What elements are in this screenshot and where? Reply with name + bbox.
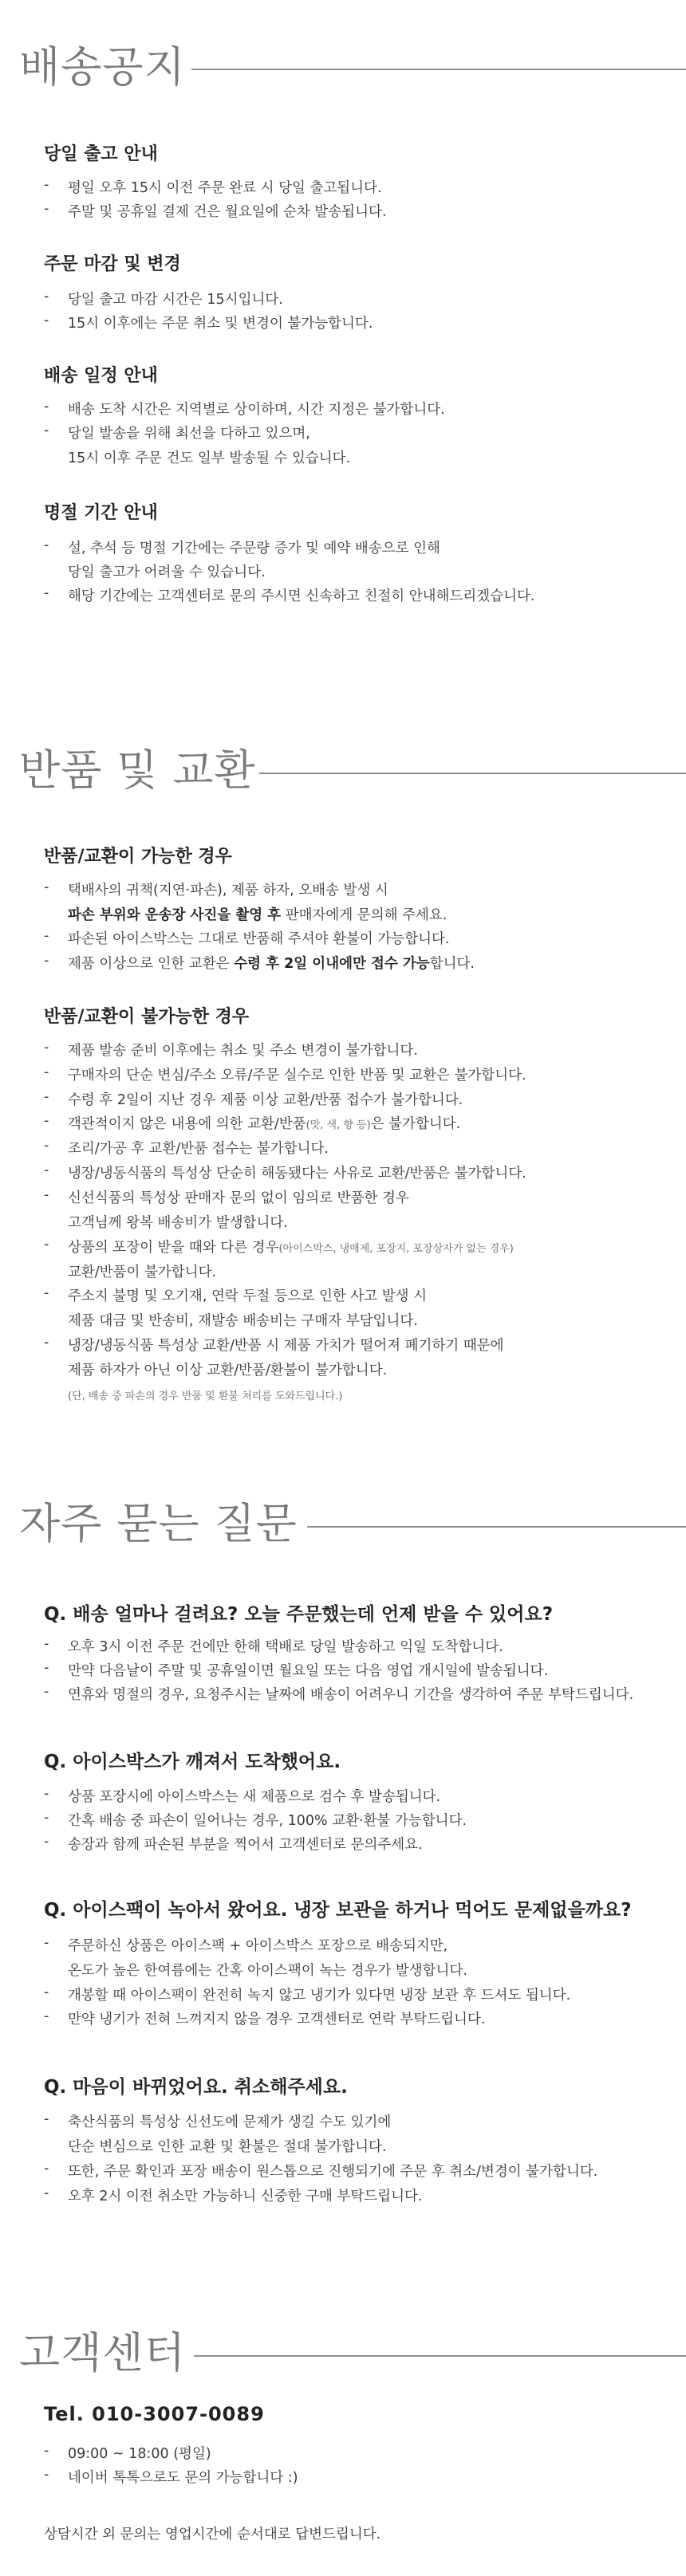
phone-number: Tel. 010-3007-0089 [44, 2403, 265, 2425]
heading-returns-impossible: 반품/교환이 불가능한 경우 [44, 1007, 250, 1027]
after-hours-notice: 상담시간 외 문의는 영업시간에 순서대로 답변드립니다. [44, 2527, 381, 2543]
list-item-continued: 온도가 높은 한여름에는 간혹 아이스팩이 녹는 경우가 발생합니다. [68, 1963, 467, 1979]
faq-question: Q. 마음이 바뀌었어요. 취소해주세요. [44, 2077, 348, 2098]
list-item-continued: 고객님께 왕복 배송비가 발생합니다. [68, 1215, 288, 1231]
list-item-continued: 단순 변심으로 인한 교환 및 환불은 절대 불가합니다. [68, 2139, 387, 2155]
section-banner-returns [0, 718, 686, 797]
section-divider [259, 773, 686, 774]
section-banner-shipping [0, 0, 686, 120]
list-item-continued: 교환/반품이 불가합니다. [68, 1264, 217, 1280]
list-item-continued: 15시 이후 주문 건도 일부 발송될 수 있습니다. [68, 450, 351, 466]
heading-cutoff: 주문 마감 및 변경 [44, 254, 181, 274]
list-item-continued: 파손 부위와 운송장 사진을 촬영 후 판매자에게 문의해 주세요. [68, 907, 447, 923]
faq-question: Q. 배송 얼마나 걸려요? 오늘 주문했는데 언제 받을 수 있어요? [44, 1604, 554, 1625]
section-title: 고객센터 [19, 2329, 186, 2377]
section-divider [191, 69, 686, 70]
section-banner-customer-center [0, 2312, 686, 2392]
heading-holiday: 명절 기간 안내 [44, 503, 158, 523]
heading-schedule: 배송 일정 안내 [44, 366, 158, 386]
section-title: 자주 묻는 질문 [19, 1500, 298, 1548]
heading-returns-possible: 반품/교환이 가능한 경우 [44, 847, 232, 867]
section-title: 배송공지 [19, 43, 186, 92]
section-title: 반품 및 교환 [19, 746, 256, 795]
returns-note: (단, 배송 중 파손의 경우 반품 및 환불 처리를 도와드립니다.) [68, 1390, 343, 1402]
list-item-continued: 당일 출고가 어려울 수 있습니다. [68, 564, 266, 580]
section-banner-faq [0, 1491, 686, 1571]
section-divider [194, 2355, 686, 2357]
page: 배송공지 당일 출고 안내 - 평일 오후 15시 이전 주문 완료 시 당일 출고됩니다. - 주말 및 공휴일 결제 건은 월요일에 순차 발송됩니다. 주문 마감 및 변경 - 당일 출고 마감 시간은 15시입니다. - 15시 이후에는 주문 취소 및 변경이 불가능합니다. 배송 일정 안내 - 배송 도착 시간은 지역별로 상이하며, 시간 지정은 불가합니다. - 당일 발송을 위해 최선을 다하고 있으며, 15시 이후 주문 건도 일부 발송될 수 있습니다. 명절 기간 안내 - 설, 추석 등 명절 기간에는 주문량 증가 및 예약 배송으로 인해 당일 출고가 어려울 수 있습니다. - 해당 기간에는 고객센터로 문의 주시면 신속하고 친절히 안내해드리겠습니다. 반품 및 교환 반품/교환이 가능한 경우 - 택배사의 귀책(지연·파손), 제품 하자, 오배송 발생 시 파손 부위와 운송장 사진을 촬영 후 판매자에게 문의해 주세요. - 파손된 아이스박스는 그대로 반품해 주셔야 환불이 가능합니다. - 제품 이상으로 인한 교환은 수령 후 2일 이내에만 접수 가능합니다. 반품/교환이 불가능한 경우 - 제품 발송 준비 이후에는 취소 및 주소 변경이 불가합니다. - 구매자의 단순 변심/주소 오류/주문 실수로 인한 반품 및 교환은 불가합니다. - 수령 후 2일이 지난 경우 제품 이상 교환/반품 접수가 불가합니다. - 객관적이지 않은 내용에 의한 교환/반품(맛, 색, 향 등)은 불가합니다. - 조리/가공 후 교환/반품 접수는 불가합니다. - 냉장/냉동식품의 특성상 단순히 해동됐다는 사유로 교환/반품은 불가합니다. - 신선식품의 특성상 판매자 문의 없이 임의로 반품한 경우 고객님께 왕복 배송비가 발생합니다. - 상품의 포장이 받을 때와 다른 경우(아이스박스, 냉매제, 포장지, 포장상자가 없는 경우) 교환/반품이 불가합니다. - 주소지 불명 및 오기재, 연락 두절 등으로 인한 사고 발생 시 제품 대금 및 반송비, 재발송 배송비는 구매자 부담입니다. - 냉장/냉동식품 특성상 교환/반품 시 제품 가치가 떨어져 폐기하기 때문에 제품 하자가 아닌 이상 교환/반품/환불이 불가합니다. (단, 배송 중 파손의 경우 반품 및 환불 처리를 도와드립니다.) 자주 묻는 질문 Q. 배송 얼마나 걸려요? 오늘 주문했는데 언제 받을 수 있어요? - 오후 3시 이전 주문 건에만 한해 택배로 당일 발송하고 익일 도착합니다. - 만약 다음날이 주말 및 공휴일이면 월요일 또는 다음 영업 개시일에 발송됩니다. - 연휴와 명절의 경우, 요청주시는 날짜에 배송이 어려우니 기간을 생각하여 주문 부탁드립니다. Q. 아이스박스가 깨져서 도착했어요. - 상품 포장시에 아이스박스는 새 제품으로 검수 후 발송됩니다. - 간혹 배송 중 파손이 일어나는 경우, 100% 교환·환불 가능합니다. - 송장과 함께 파손된 부분을 찍어서 고객센터로 문의주세요. Q. 아이스팩이 녹아서 왔어요. 냉장 보관을 하거나 먹어도 문제없을까요? - 주문하신 상품은 아이스팩 + 아이스박스 포장으로 배송되지만, 온도가 높은 한여름에는 간혹 아이스팩이 녹는 경우가 발생합니다. - 개봉할 때 아이스팩이 완전히 녹지 않고 냉기가 있다면 냉장 보관 후 드셔도 됩니다. - 만약 냉기가 전혀 느껴지지 않을 경우 고객센터로 연락 부탁드립니다. Q. 마음이 바뀌었어요. 취소해주세요. - 축산식품의 특성상 신선도에 문제가 생길 수도 있기에 단순 변심으로 인한 교환 및 환불은 절대 불가합니다. - 또한, 주문 확인과 포장 배송이 원스톱으로 진행되기에 주문 후 취소/변경이 불가합니다. - 오후 2시 이전 취소만 가능하니 신중한 구매 부탁드립니다. 고객센터 Tel. 010-3007-0089 - 09:00 ~ 18:00 (평일) - 네이버 톡톡으로도 문의 가능합니다 :) 상담시간 외 문의는 영업시간에 순서대로 답변드립니다. [0, 0, 686, 2576]
list-item-continued: 제품 대금 및 반송비, 재발송 배송비는 구매자 부담입니다. [68, 1313, 418, 1329]
section-divider [307, 1526, 686, 1528]
list-item-continued: 제품 하자가 아닌 이상 교환/반품/환불이 불가합니다. [68, 1363, 388, 1378]
heading-same-day: 당일 출고 안내 [44, 144, 158, 164]
faq-question: Q. 아이스팩이 녹아서 왔어요. 냉장 보관을 하거나 먹어도 문제없을까요? [44, 1900, 632, 1921]
faq-question: Q. 아이스박스가 깨져서 도착했어요. [44, 1752, 341, 1772]
